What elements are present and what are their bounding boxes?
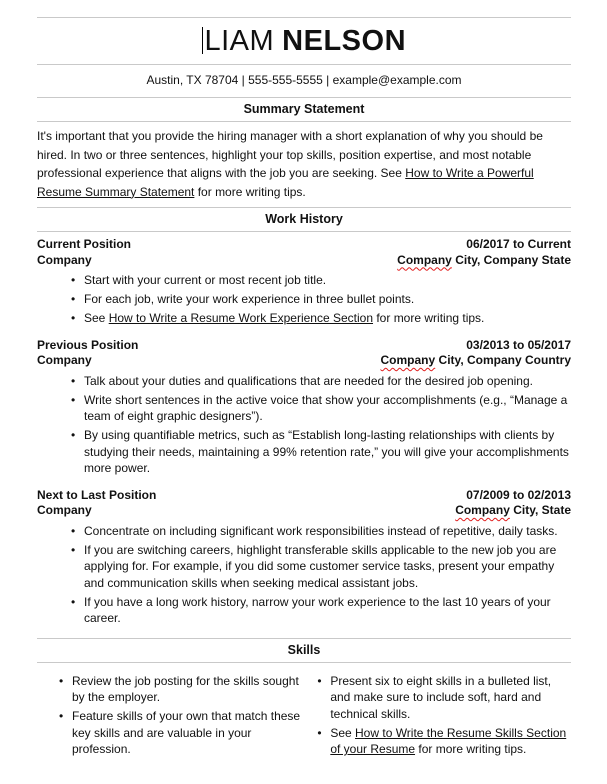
first-name: LIAM xyxy=(204,25,275,57)
summary-text: It's important that you provide the hiring manager with a short explanation of why you should be hired. In two or three sentences, highlight your top skills, position expertise, and most notable professional experience that aligns with the job you are seeking. See xyxy=(37,129,543,180)
list-item xyxy=(330,725,571,758)
summary-paragraph xyxy=(37,122,571,207)
job-location xyxy=(381,353,571,369)
job-location xyxy=(455,503,571,519)
work-experience-writing-tips-link[interactable]: How to Write a Resume Work Experience Section xyxy=(108,311,374,325)
skills-right-column xyxy=(309,673,571,761)
list-item: • For each job, write your work experience in three bullet points. xyxy=(84,291,571,308)
bullet-text: See xyxy=(330,725,356,740)
job-entry-next-to-last xyxy=(37,488,571,627)
list-item: • If you are switching careers, highlight transferable skills applicable to the new job you are applying for. For example, if you did some customer service tasks, present your empathy and communication skills when seeking medical assistant jobs. xyxy=(84,542,571,592)
name-heading xyxy=(37,18,571,64)
contact-line: Austin, TX 78704 | 555-555-5555 | example@example.com xyxy=(146,73,462,87)
job-dates: 03/2013 to 05/2017 xyxy=(466,337,571,352)
list-item: • Write short sentences in the active voice that show your accomplishments (e.g., “Manage a team of eight graphic designers”). xyxy=(84,392,571,425)
last-name: NELSON xyxy=(282,25,407,57)
spellcheck-flagged-word: Company xyxy=(380,353,436,367)
skills-body xyxy=(37,663,571,761)
list-item: • Start with your current or most recent job title. xyxy=(84,272,571,289)
job-position: Next to Last Position xyxy=(37,487,157,502)
job-location-rest: City, State xyxy=(509,503,571,517)
job-bullet-list xyxy=(37,272,571,327)
job-dates: 07/2009 to 02/2013 xyxy=(466,487,571,502)
work-history-body xyxy=(37,232,571,627)
job-entry-current xyxy=(37,237,571,327)
job-location xyxy=(397,253,571,269)
list-item: • By using quantifiable metrics, such as “Establish long-lasting relationships with clients by studying their needs, maintaining a 99% retention rate,” you will give your accomplishments more power. xyxy=(84,427,571,477)
work-history-section-title: Work History xyxy=(265,212,343,226)
list-item xyxy=(84,310,571,327)
job-company: Company xyxy=(37,503,92,517)
list-item: • If you have a long work history, narrow your work experience to the last 10 years of your career. xyxy=(84,594,571,627)
summary-writing-tips-link[interactable]: How to Write a Powerful Resume Summary Statement xyxy=(37,166,534,199)
list-item: • Concentrate on including significant work responsibilities instead of repetitive, daily tasks. xyxy=(84,523,571,540)
bullet-text: See xyxy=(84,311,109,325)
job-dates: 06/2017 to Current xyxy=(466,237,571,251)
job-location-rest: City, Company State xyxy=(451,252,571,267)
list-item: • Talk about your duties and qualifications that are needed for the desired job opening. xyxy=(84,373,571,390)
job-bullet-list xyxy=(37,373,571,477)
job-entry-previous xyxy=(37,338,571,477)
skills-writing-tips-link[interactable]: How to Write the Resume Skills Section of your Resume xyxy=(330,725,567,756)
summary-text-after: for more writing tips. xyxy=(194,184,306,199)
bullet-text-after: for more writing tips. xyxy=(415,742,527,756)
job-bullet-list xyxy=(37,523,571,627)
skills-left-column xyxy=(37,673,309,761)
job-position: Previous Position xyxy=(37,337,139,352)
bullet-text-after: for more writing tips. xyxy=(373,311,485,325)
summary-section-title: Summary Statement xyxy=(243,102,365,116)
job-location-rest: City, Company Country xyxy=(435,353,571,367)
list-item: • Review the job posting for the skills sought by the employer. xyxy=(72,673,309,706)
skills-section-title: Skills xyxy=(287,642,321,657)
spellcheck-flagged-word: Company xyxy=(455,503,510,517)
job-position: Current Position xyxy=(37,237,132,251)
list-item: • Present six to eight skills in a bulleted list, and make sure to include soft, hard and technical skills. xyxy=(330,673,571,723)
list-item: • Feature skills of your own that match these key skills and are valuable in your profession. xyxy=(72,708,309,758)
job-company: Company xyxy=(37,252,92,267)
job-company: Company xyxy=(37,353,92,367)
spellcheck-flagged-word: Company xyxy=(397,252,452,267)
